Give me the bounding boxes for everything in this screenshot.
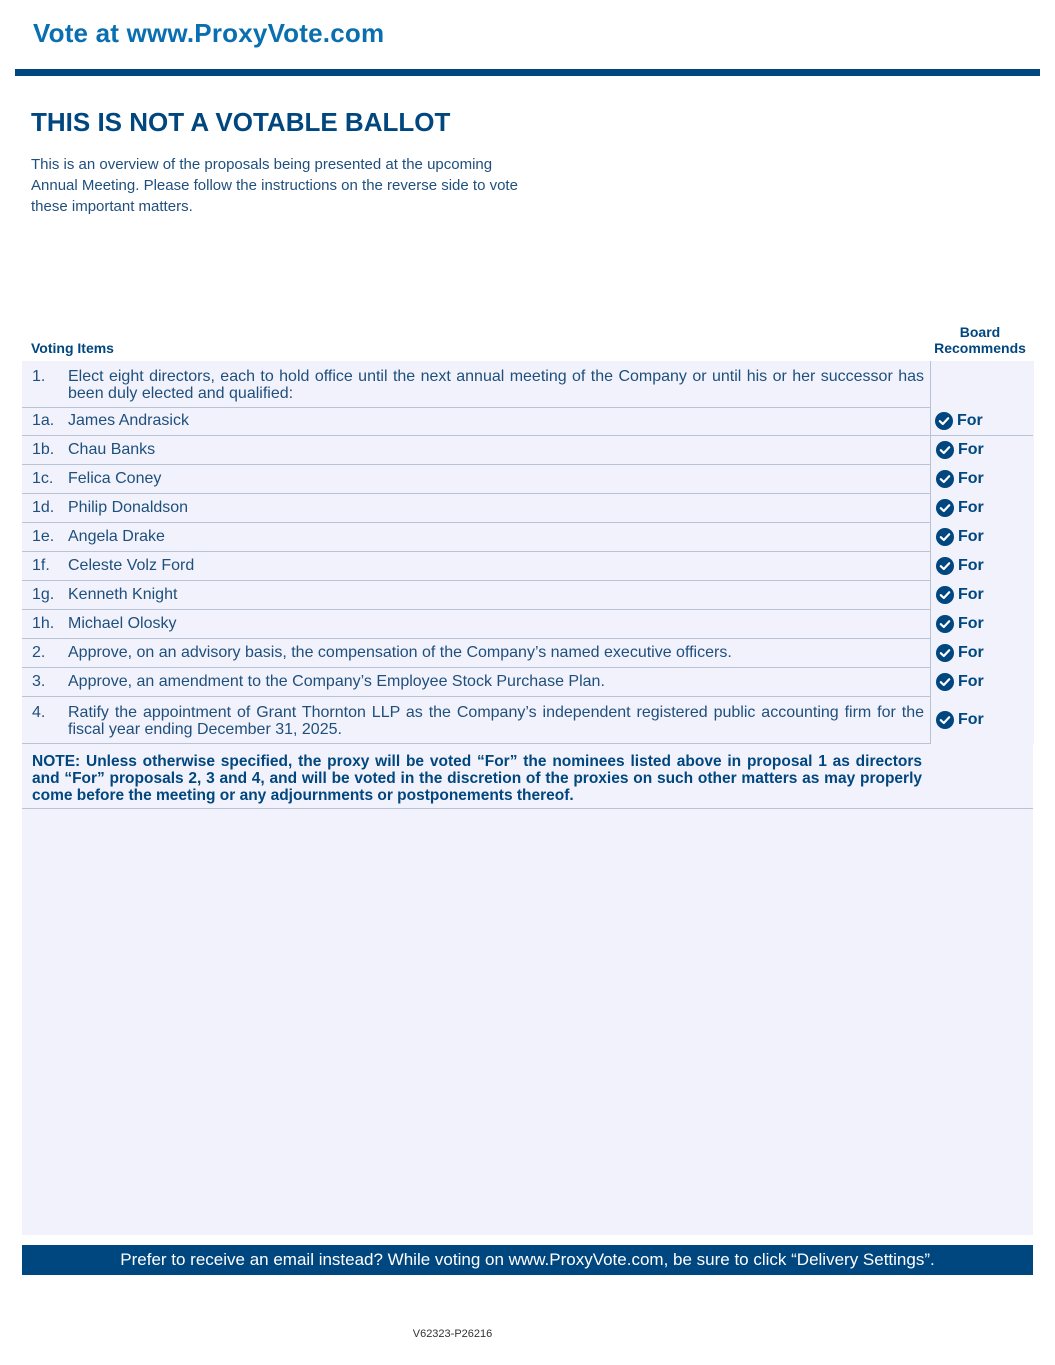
proxy-note-text: NOTE: Unless otherwise specified, the proxy will be voted “For” the nominees listed above in proposal 1 as directors and “For” proposals 2, 3 and 4, and will be voted in the discretion of the proxies on such other matters as may properly come before the meeting or any adjournments or postponements thereof. (32, 753, 922, 804)
check-circle-icon (936, 470, 954, 488)
item-number: 1c. (32, 470, 54, 487)
item-number: 2. (32, 644, 46, 661)
item-number: 1e. (32, 528, 55, 545)
table-row (22, 407, 1033, 436)
item-text: Ratify the appointment of Grant Thornton LLP as the Company’s independent registered public accounting firm for the fiscal year ending December 31, 2025. (68, 704, 924, 738)
header-divider (15, 69, 1040, 76)
item-text: Approve, on an advisory basis, the compensation of the Company’s named executive officers. (68, 644, 732, 661)
recommend-cell (930, 581, 1034, 610)
recommend-cell (930, 639, 1034, 668)
item-text: Felica Coney (68, 470, 162, 487)
check-circle-icon (936, 644, 954, 662)
item-number: 1. (32, 368, 46, 385)
item-text: Celeste Volz Ford (68, 557, 195, 574)
table-row-proposal-2 (22, 639, 1033, 668)
recommend-cell (930, 494, 1034, 523)
recommend-cell (930, 465, 1034, 494)
ballot-title: THIS IS NOT A VOTABLE BALLOT (31, 107, 451, 137)
recommend-label: For (958, 557, 984, 574)
table-row (22, 494, 1033, 523)
recommend-cell (930, 610, 1034, 639)
table-row (22, 610, 1033, 639)
recommend-cell (930, 436, 1034, 465)
check-circle-icon (936, 528, 954, 546)
item-number: 1g. (32, 586, 55, 603)
item-text: Chau Banks (68, 441, 156, 458)
recommend-label: For (958, 644, 984, 661)
item-text: Approve, an amendment to the Company’s Employee Stock Purchase Plan. (68, 673, 605, 690)
item-text: Angela Drake (68, 528, 165, 545)
check-circle-icon (935, 412, 953, 430)
table-row-proposal-3 (22, 668, 1033, 697)
check-circle-icon (936, 441, 954, 459)
check-circle-icon (936, 557, 954, 575)
item-text: Kenneth Knight (68, 586, 178, 603)
item-text: Philip Donaldson (68, 499, 189, 516)
recommend-cell (930, 552, 1034, 581)
recommend-label: For (958, 711, 984, 728)
recommend-cell (930, 407, 1033, 436)
item-number: 1a. (32, 412, 55, 429)
table-row-proposal-4 (22, 697, 1033, 744)
item-number: 3. (32, 673, 46, 690)
recommend-label: For (958, 470, 984, 487)
check-circle-icon (936, 673, 954, 691)
recommend-cell (930, 523, 1034, 552)
ballot-intro: This is an overview of the proposals being presented at the upcoming Annual Meeting. Please follow the instructions on the reverse side to vote these important matters. (31, 156, 518, 215)
recommend-label: For (957, 412, 983, 429)
item-number: 1d. (32, 499, 55, 516)
recommend-label: For (958, 528, 984, 545)
voting-items-table (22, 361, 1033, 744)
recommend-label: For (958, 673, 984, 690)
item-number: 1h. (32, 615, 55, 632)
header-title[interactable]: Vote at www.ProxyVote.com (33, 18, 385, 48)
check-circle-icon (936, 711, 954, 729)
recommend-label: For (958, 499, 984, 516)
item-text: Michael Olosky (68, 615, 177, 632)
table-row (22, 465, 1033, 494)
check-circle-icon (936, 615, 954, 633)
item-number: 4. (32, 704, 46, 721)
recommend-label: For (958, 586, 984, 603)
recommend-cell (930, 668, 1034, 697)
table-row (22, 523, 1033, 552)
recommend-label: For (958, 615, 984, 632)
item-text: Elect eight directors, each to hold office until the next annual meeting of the Company or until his or her successor has been duly elected and qualified: (68, 368, 924, 402)
column-header-board-recommends: Board Recommends (934, 324, 1026, 356)
table-row-proposal-1 (22, 361, 1033, 408)
table-row (22, 552, 1033, 581)
table-row (22, 436, 1033, 465)
proxy-note (22, 751, 1033, 809)
recommend-cell (930, 697, 1034, 744)
table-row (22, 581, 1033, 610)
column-header-voting-items: Voting Items (31, 340, 114, 356)
item-text: James Andrasick (68, 412, 189, 429)
document-code: V62323-P26216 (412, 1328, 493, 1340)
recommend-label: For (958, 441, 984, 458)
email-delivery-banner: Prefer to receive an email instead? While voting on www.ProxyVote.com, be sure to click “Delivery Settings”. (22, 1245, 1033, 1275)
item-number: 1b. (32, 441, 55, 458)
item-number: 1f. (32, 557, 50, 574)
check-circle-icon (936, 499, 954, 517)
check-circle-icon (936, 586, 954, 604)
